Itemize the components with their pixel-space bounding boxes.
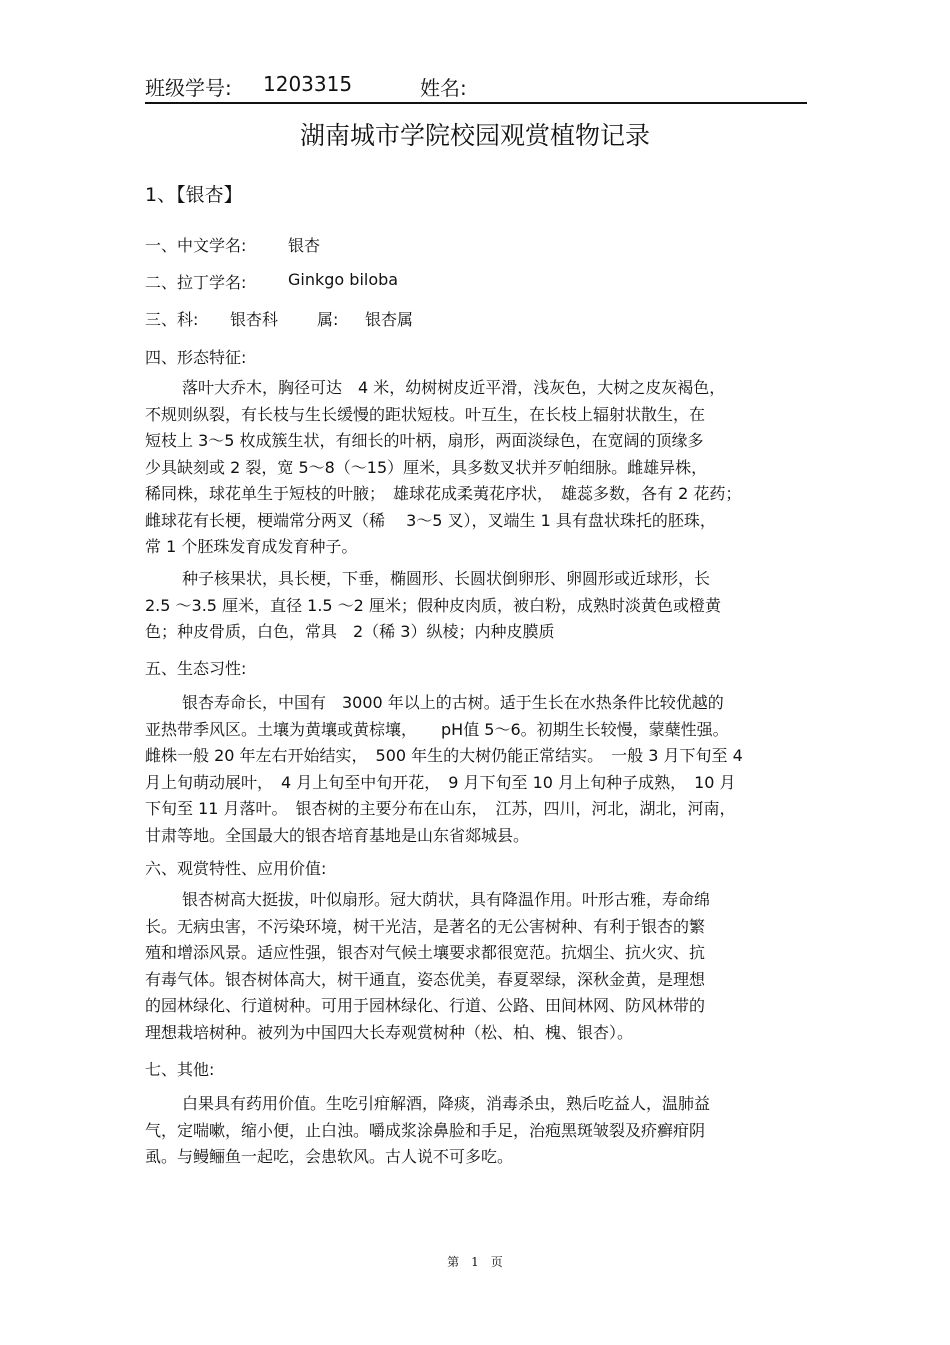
text-line: 2.5 ～3.5 厘米，直径 1.5 ～2 厘米；假种皮肉质，被白粉，成熟时淡黄色或橙黄 [145,595,721,615]
text-line: 落叶大乔木，胸径可达 4 米，幼树树皮近平滑，浅灰色，大树之皮灰褐色， [182,378,726,397]
text-line: 常 1 个胚珠发育成发育种子。 [145,537,358,556]
other-heading: 七、其他: [145,1060,215,1079]
latin-name-value: Ginkgo biloba [288,270,399,289]
text-line: 长。无病虫害，不污染环境，树干光洁，是著名的无公害树种、有利于银杏的繁 [145,916,706,936]
text-line: 白果具有药用价值。生吃引疳解酒，降痰，消毒杀虫，熟后吃益人，温肺益 [182,1094,711,1113]
ecology-heading: 五、生态习性: [145,659,247,678]
chinese-name-value: 银杏 [288,236,321,255]
morphology-paragraph-2 [145,566,810,646]
chinese-name-label: 一、中文学名: [145,236,247,255]
text-line: 雌株一般 20 年左右开始结实， 500 年生的大树仍能正常结实。 一般 3 月下旬至 4 [145,746,743,765]
text-line: 少具缺刻或 2 裂，宽 5～8（～15）厘米，具多数叉状并歹帕细脉。雌雄异株， [145,457,708,477]
text-line: 稀同株，球花单生于短枝的叶腋； 雄球花成柔荑花序状， 雄蕊多数，各有 2 花药； [145,484,742,503]
family-genus-row [145,307,414,330]
latin-name-row [145,270,399,293]
genus-value: 银杏属 [365,310,414,329]
morphology-heading: 四、形态特征: [145,348,247,367]
page-header [145,66,807,104]
text-line: 理想栽培树种。被列为中国四大长寿观赏树种（松、柏、槐、银杏）。 [145,1022,634,1042]
ecology-paragraph [145,690,810,849]
text-line: 种子核果状，具长梗，下垂，椭圆形、长圆状倒卵形、卵圆形或近球形，长 [182,569,711,588]
class-number-label: 班级学号: [145,76,232,100]
text-line: 亚热带季风区。土壤为黄壤或黄棕壤， pH值 5～6。初期生长较慢，蒙蘖性强。 [145,719,729,739]
other-paragraph [145,1091,810,1171]
document-title: 湖南城市学院校园观赏植物记录 [299,121,650,150]
text-line: 下旬至 11 月落叶。 银杏树的主要分布在山东， 江苏，四川，河北，湖北，河南， [145,799,736,818]
text-line: 甘肃等地。全国最大的银杏培育基地是山东省郯城县。 [145,825,530,845]
text-line: 的园林绿化、行道树种。可用于园林绿化、行道、公路、田间林网、防风林带的 [145,996,706,1015]
text-line: 雌球花有长梗，梗端常分两叉（稀 3～5 叉），叉端生 1 具有盘状珠托的胚珠， [145,510,716,530]
text-line: 有毒气体。银杏树体高大，树干通直，姿态优美，春夏翠绿，深秋金黄，是理想 [145,969,706,989]
latin-name-label: 二、拉丁学名: [145,273,247,292]
text-line: 短枝上 3～5 枚成簇生状，有细长的叶柄，扇形，两面淡绿色，在宽阔的顶缘多 [145,431,704,450]
family-label: 三、科: [145,310,199,329]
plant-section-title: 1、【银杏】 [145,184,243,206]
class-number-value: 1203315 [263,72,353,96]
text-line: 不规则纵裂，有长枝与生长缓慢的距状短枝。叶互生，在长枝上辐射状散生，在 [145,404,706,424]
text-line: 殖和增添风景。适应性强，银杏对气候土壤要求都很宽范。抗烟尘、抗火灾、抗 [145,943,706,962]
chinese-name-row [145,233,321,256]
ornamental-heading: 六、观赏特性、应用价值: [145,859,327,878]
text-line: 银杏树高大挺拔，叶似扇形。冠大荫状，具有降温作用。叶形古雅，寿命绵 [182,890,711,909]
family-value: 银杏科 [230,310,279,329]
ornamental-paragraph [145,887,810,1046]
text-line: 虱。与鳗鲡鱼一起吃，会患软风。古人说不可多吃。 [145,1147,514,1166]
student-name-label: 姓名: [420,76,467,100]
text-line: 色；种皮骨质，白色，常具 2（稀 3）纵棱；内种皮膜质 [145,622,555,641]
morphology-paragraph-1 [145,375,810,561]
text-line: 气，定喘嗽，缩小便，止白浊。嚼成浆涂鼻脸和手足，治疱黑斑皱裂及疥癣疳阴 [145,1120,706,1140]
text-line: 月上旬萌动展叶， 4 月上旬至中旬开花， 9 月下旬至 10 月上旬种子成熟， 10 月 [145,772,736,792]
page-number: 第 1 页 [447,1255,503,1269]
text-line: 银杏寿命长，中国有 3000 年以上的古树。适于生长在水热条件比较优越的 [182,693,724,712]
genus-label: 属: [317,310,339,329]
